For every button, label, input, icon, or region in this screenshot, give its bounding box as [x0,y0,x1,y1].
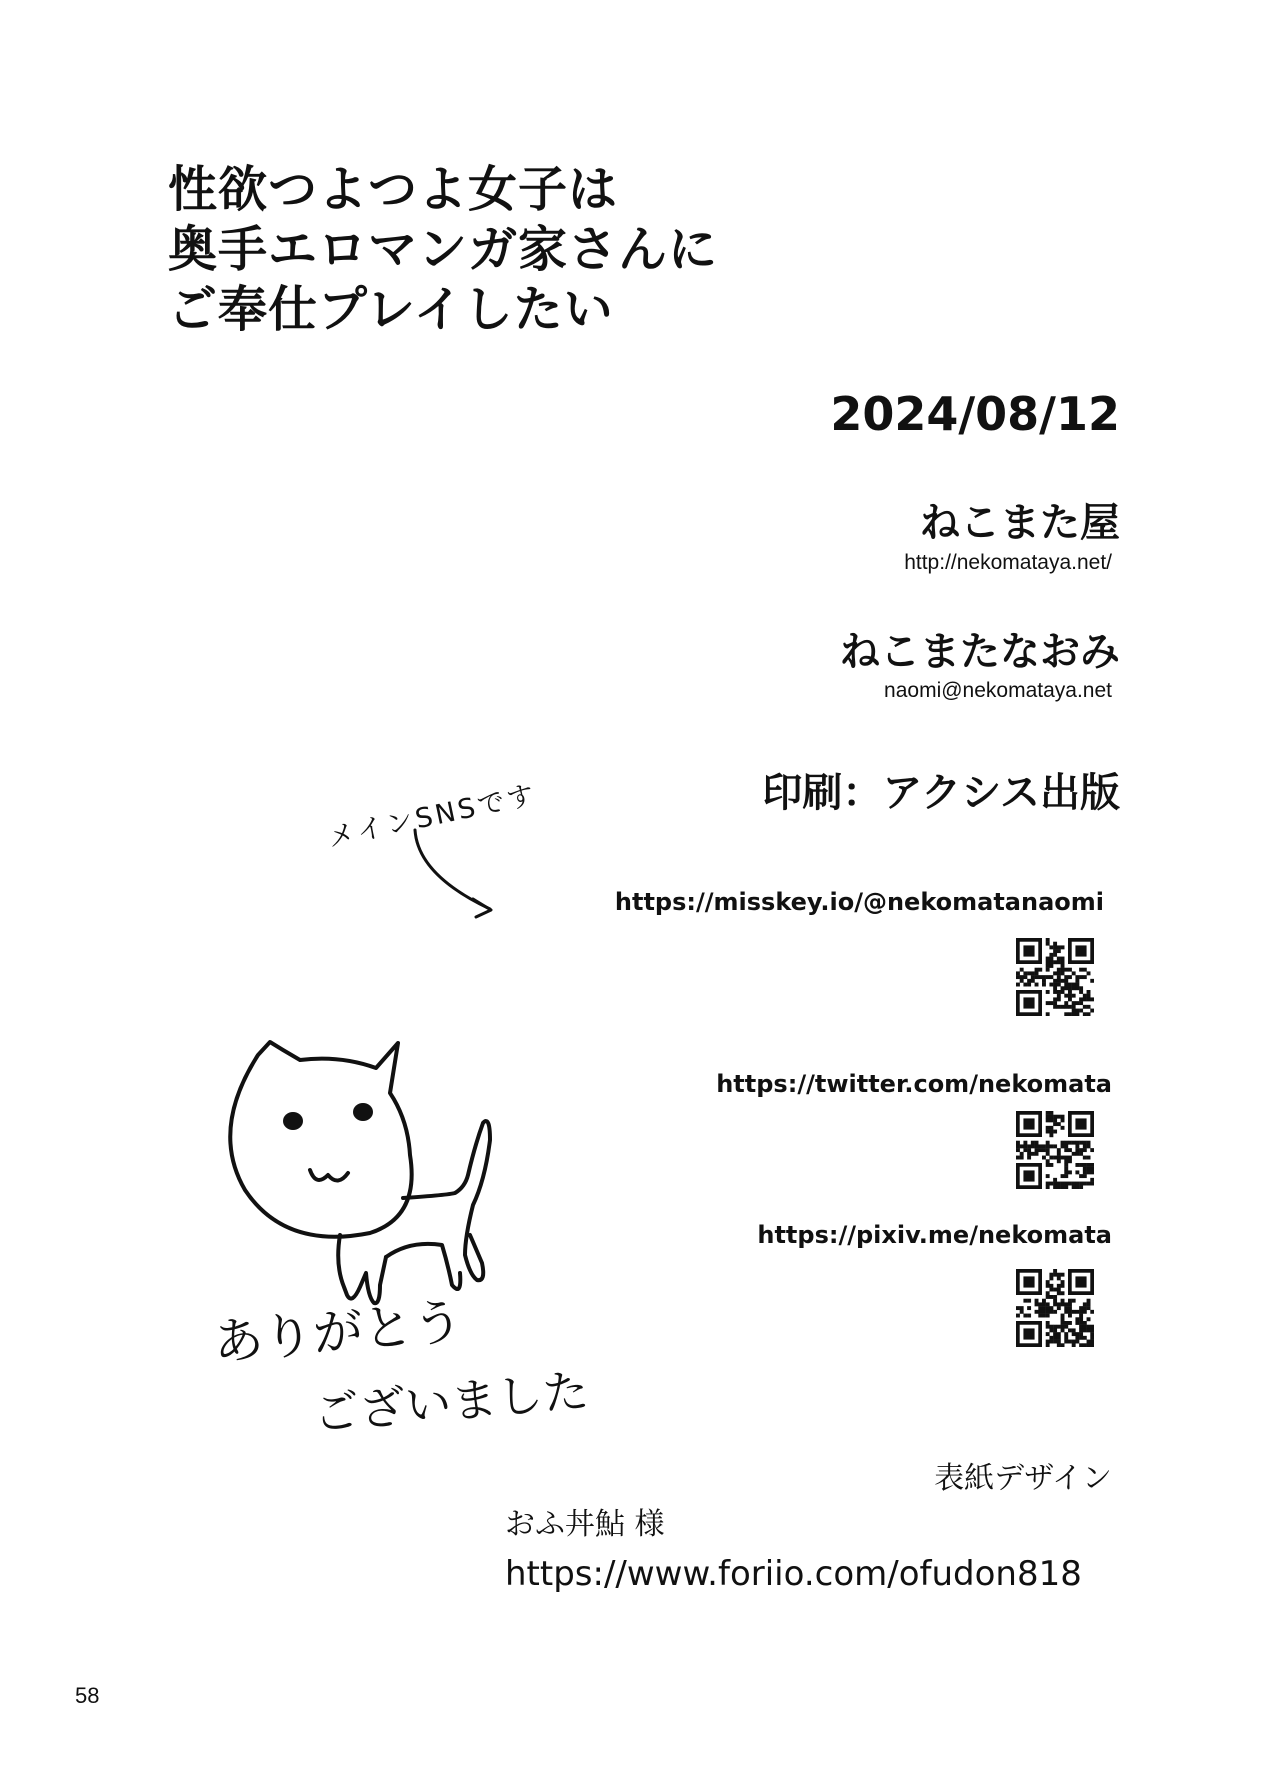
cover-designer-url[interactable]: https://www.foriio.com/ofudon818 [505,1554,1082,1594]
misskey-link[interactable]: https://misskey.io/@nekomatanaomi [614,888,1104,916]
author-name: ねこまたなおみ [840,629,1120,675]
arrow-icon [415,830,491,917]
qr-code-icon[interactable] [1016,1111,1094,1189]
circle-url[interactable]: http://nekomataya.net/ [904,551,1112,574]
book-title [168,160,888,340]
title-line-3: ご奉仕プレイしたい [168,281,614,338]
twitter-link[interactable]: https://twitter.com/nekomata [716,1070,1112,1098]
pixiv-link[interactable]: https://pixiv.me/nekomata [757,1221,1112,1249]
cat-eye-left [283,1112,303,1130]
publication-date: 2024/08/12 [830,387,1120,441]
cover-designer-name: おふ丼鮎 様 [505,1507,665,1542]
printer-credit: 印刷：アクシス出版 [762,770,1120,816]
cover-design-label: 表紙デザイン [934,1461,1112,1496]
cat-eye-right [353,1103,373,1121]
cat-doodle-icon [230,1042,490,1303]
sns-note-text: メインSNSです [325,779,540,854]
page-number: 58 [75,1683,100,1708]
handwritten-doodle [190,775,650,1459]
title-line-1: 性欲つよつよ女子は [168,161,619,218]
thanks-line-1: ありがとう [210,1292,466,1372]
thanks-line-2: ございました [311,1363,591,1441]
title-line-2: 奥手エロマンガ家さんに [168,221,719,278]
circle-name: ねこまた屋 [920,500,1120,546]
author-email[interactable]: naomi@nekomataya.net [884,679,1112,702]
qr-code-icon[interactable] [1016,1269,1094,1347]
qr-code-icon[interactable] [1016,938,1094,1016]
